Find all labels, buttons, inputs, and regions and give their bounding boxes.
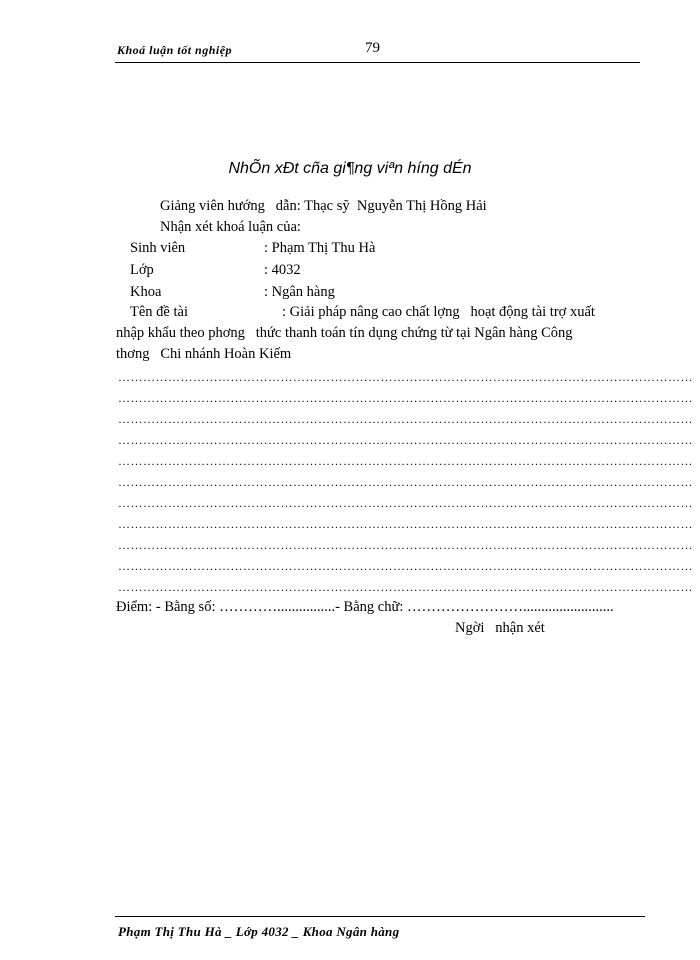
topic-label: Tên đề tài [130,304,188,320]
field-label-student: Sinh viên [130,240,186,256]
footer-rule [115,916,645,917]
header-title: Khoá luận tốt nghiệp [117,43,233,57]
review-line: Nhận xét khoá luận của: [160,219,301,235]
comment-line: ………………………………………………………………………………………………………………………… [118,454,693,468]
comment-line: ………………………………………………………………………………………………………………………… [118,580,693,594]
footer-text: Phạm Thị Thu Hà _ Lớp 4032 _ Khoa Ngân hàng [118,924,400,939]
topic-text: : Giải pháp nâng cao chất lợng hoạt động tài trợ xuất [282,304,595,320]
comment-line: ………………………………………………………………………………………………………………………… [118,412,693,426]
field-label-class: Lớp [130,262,154,278]
page-header [115,40,640,63]
comment-line: ………………………………………………………………………………………………………………………… [118,517,693,531]
field-label-faculty: Khoa [130,284,162,300]
comment-line: ………………………………………………………………………………………………………………………… [118,370,693,384]
field-value-class: : 4032 [264,262,301,278]
comment-line: ………………………………………………………………………………………………………………………… [118,496,693,510]
comment-line: ………………………………………………………………………………………………………………………… [118,475,693,489]
comment-line: ………………………………………………………………………………………………………………………… [118,433,693,447]
supervisor-line: Giảng viên hướng dẫn: Thạc sỹ Nguyễn Thị Hồng Hải [160,198,487,214]
topic-line-2: nhập khẩu theo phơng thức thanh toán tín dụng chứng từ tại Ngân hàng Công [116,325,573,341]
score-line: Điểm: - Bằng số: …………................- Bằng chữ: ……………………......................... [116,599,614,615]
page-number: 79 [365,40,380,56]
document-title: NhÕn xÐt cña gi¶ng viªn híng dÉn [228,160,472,177]
topic-line-3: thơng Chi nhánh Hoàn Kiếm [116,346,292,362]
field-value-student: : Phạm Thị Thu Hà [264,240,376,256]
comment-line: ………………………………………………………………………………………………………………………… [118,559,693,573]
comment-line: ………………………………………………………………………………………………………………………… [118,538,693,552]
signer-label: Ngời nhận xét [455,620,545,636]
field-value-faculty: : Ngân hàng [264,284,335,300]
comment-line: ………………………………………………………………………………………………………………………… [118,391,693,405]
